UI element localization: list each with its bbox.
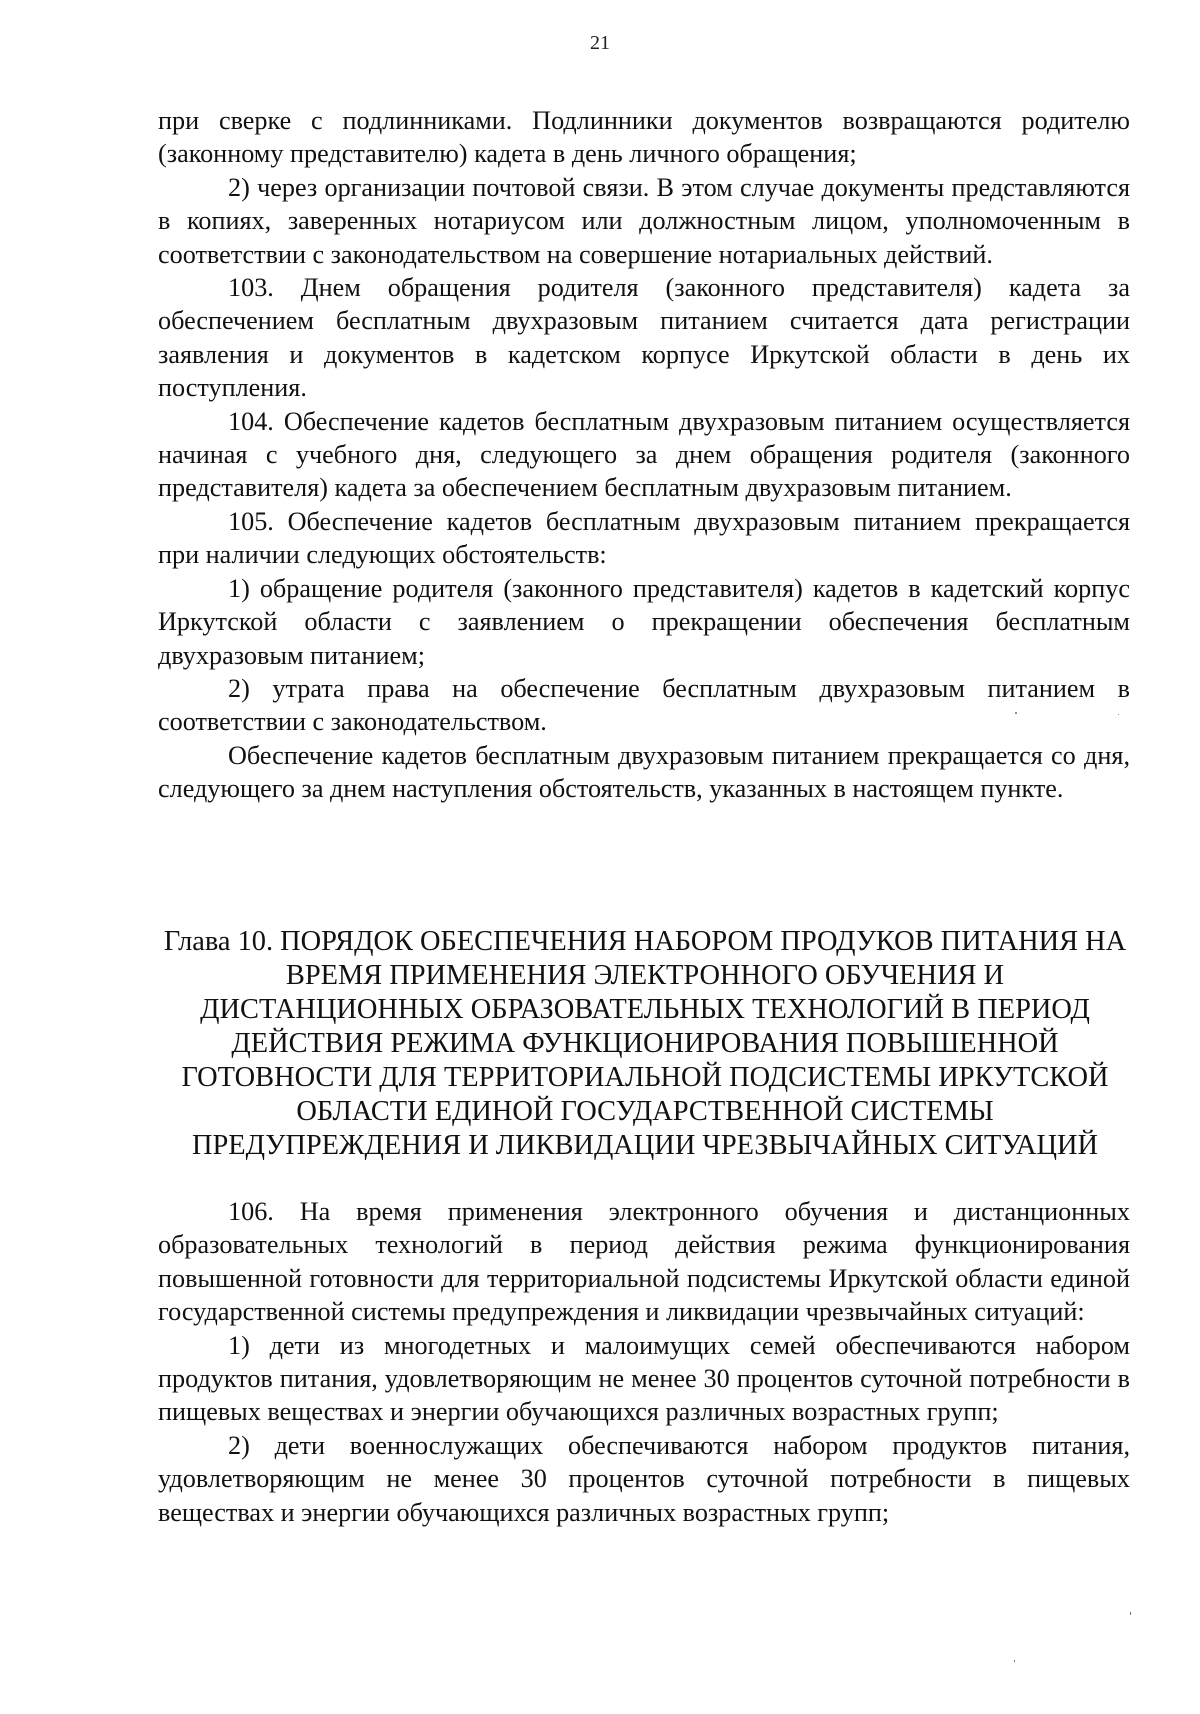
- paragraph-item-2-post: 2) через организации почтовой связи. В этом случае документы представляются в копиях, заверенных нотариусом или должностным лицом, уполномоченным в соответствии с законодательством на совершение нотариальных действий.: [158, 172, 1130, 269]
- chapter-heading-line: ВРЕМЯ ПРИМЕНЕНИЯ ЭЛЕКТРОННОГО ОБУЧЕНИЯ И: [285, 960, 1005, 991]
- scan-speck: [1015, 712, 1017, 714]
- chapter-heading-line: Глава 10. ПОРЯДОК ОБЕСПЕЧЕНИЯ НАБОРОМ ПРОДУКОВ ПИТАНИЯ НА: [163, 926, 1127, 957]
- scan-speck: [1130, 1612, 1131, 1615]
- chapter-heading-line: ДЕЙСТВИЯ РЕЖИМА ФУНКЦИОНИРОВАНИЯ ПОВЫШЕННОЙ: [231, 1028, 1059, 1059]
- paragraph-continuation: при сверке с подлинниками. Подлинники документов возвращаются родителю (законному представителю) кадета в день личного обращения;: [158, 106, 1130, 169]
- paragraph-105-item-1: 1) обращение родителя (законного представителя) кадетов в кадетский корпус Иркутской области с заявлением о прекращении обеспечения бесплатным двухразовым питанием;: [158, 573, 1130, 670]
- scan-speck: [1014, 1660, 1015, 1662]
- chapter-heading-line: ПРЕДУПРЕЖДЕНИЯ И ЛИКВИДАЦИИ ЧРЕЗВЫЧАЙНЫХ СИТУАЦИЙ: [191, 1130, 1099, 1161]
- chapter-heading-line: ОБЛАСТИ ЕДИНОЙ ГОСУДАРСТВЕННОЙ СИСТЕМЫ: [296, 1096, 994, 1127]
- paragraph-105: 105. Обеспечение кадетов бесплатным двухразовым питанием прекращается при наличии следующих обстоятельств:: [158, 506, 1130, 570]
- body-text-lower: [158, 1195, 1130, 1529]
- paragraph-105-item-2: 2) утрата права на обеспечение бесплатным двухразовым питанием в соответствии с законодательством.: [158, 673, 1130, 737]
- paragraph-104: 104. Обеспечение кадетов бесплатным двухразовым питанием осуществляется начиная с учебного дня, следующего за днем обращения родителя (законного представителя) кадета за обеспечением бесплатным двухразовым питанием.: [158, 406, 1130, 503]
- scan-speck: [1118, 714, 1119, 715]
- chapter-heading: [150, 925, 1140, 1163]
- chapter-heading-line: ДИСТАНЦИОННЫХ ОБРАЗОВАТЕЛЬНЫХ ТЕХНОЛОГИЙ В ПЕРИОД: [200, 994, 1090, 1025]
- page-number: 21: [590, 32, 610, 54]
- paragraph-106-item-2: 2) дети военнослужащих обеспечиваются набором продуктов питания, удовлетворяющим не менее 30 процентов суточной потребности в пищевых веществах и энергии обучающихся различных возрастных групп;: [158, 1430, 1130, 1527]
- paragraph-106-item-1: 1) дети из многодетных и малоимущих семей обеспечиваются набором продуктов питания, удовлетворяющим не менее 30 процентов суточной потребности в пищевых веществах и энергии обучающихся различных возрастных групп;: [158, 1330, 1130, 1427]
- paragraph-103: 103. Днем обращения родителя (законного представителя) кадета за обеспечением бесплатным двухразовым питанием считается дата регистрации заявления и документов в кадетском корпусе Иркутской области в день их поступления.: [158, 273, 1130, 403]
- paragraph-105-closing: Обеспечение кадетов бесплатным двухразовым питанием прекращается со дня, следующего за днем наступления обстоятельств, указанных в настоящем пункте.: [158, 740, 1130, 804]
- body-text-upper: [158, 104, 1130, 806]
- paragraph-106: 106. На время применения электронного обучения и дистанционных образовательных технологий в период действия режима функционирования повышенной готовности для территориальной подсистемы Иркутской области единой государственной системы предупреждения и ликвидации чрезвычайных ситуаций:: [158, 1197, 1130, 1327]
- chapter-heading-line: ГОТОВНОСТИ ДЛЯ ТЕРРИТОРИАЛЬНОЙ ПОДСИСТЕМЫ ИРКУТСКОЙ: [181, 1062, 1109, 1093]
